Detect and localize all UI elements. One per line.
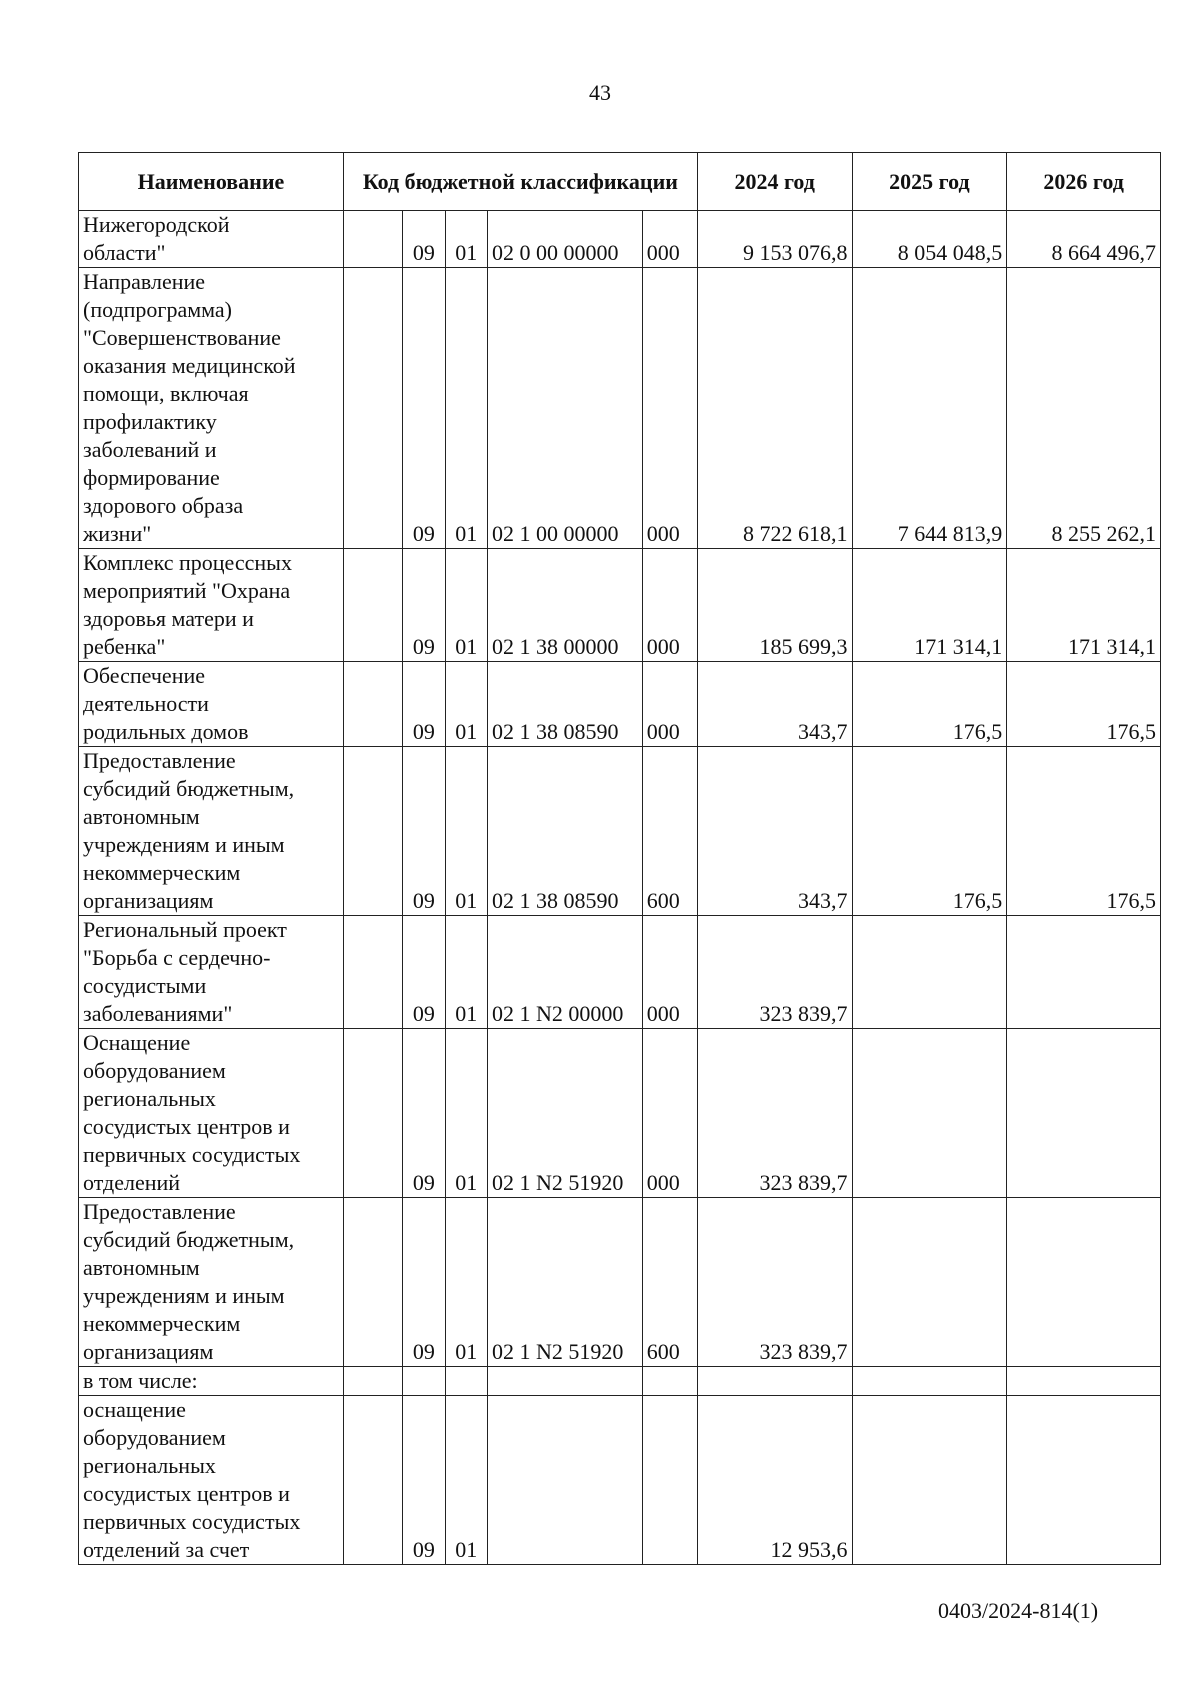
- row-name-line: Предоставление: [83, 1199, 236, 1224]
- value-2024: 323 839,7: [697, 916, 852, 1029]
- code-part-1: [343, 1367, 402, 1396]
- code-subsection: 01: [445, 549, 487, 662]
- row-name-line: деятельности: [83, 691, 209, 716]
- value-2026: 8 255 262,1: [1007, 268, 1161, 549]
- value-2024: 12 953,6: [697, 1396, 852, 1565]
- code-target-article: 02 1 38 00000: [487, 549, 642, 662]
- code-part-1: [343, 1198, 402, 1367]
- row-name-line: здоровья матери и: [83, 606, 254, 631]
- budget-table: [78, 152, 1161, 1565]
- value-2025: [852, 916, 1007, 1029]
- value-2024: 8 722 618,1: [697, 268, 852, 549]
- code-section: 09: [403, 1396, 445, 1565]
- row-name-line: (подпрограмма): [83, 297, 233, 322]
- row-name-line: Обеспечение: [83, 663, 205, 688]
- code-section: 09: [403, 1029, 445, 1198]
- value-2025: [852, 1396, 1007, 1565]
- code-target-article: [487, 1367, 642, 1396]
- header-2025: 2025 год: [852, 153, 1007, 211]
- code-subsection: 01: [445, 747, 487, 916]
- row-name-line: некоммерческим: [83, 860, 241, 885]
- value-2025: [852, 1367, 1007, 1396]
- row-name-line: "Совершенствование: [83, 325, 281, 350]
- row-name-line: заболеваний и: [83, 437, 217, 462]
- row-name-line: учреждениям и иным: [83, 1283, 285, 1308]
- row-name: [79, 1396, 344, 1565]
- code-subsection: 01: [445, 1029, 487, 1198]
- row-name: [79, 1198, 344, 1367]
- code-subsection: 01: [445, 1396, 487, 1565]
- row-name-line: заболеваниями": [83, 1001, 233, 1026]
- row-name-line: "Борьба с сердечно-: [83, 945, 271, 970]
- value-2026: 176,5: [1007, 747, 1161, 916]
- code-part-1: [343, 662, 402, 747]
- code-part-1: [343, 747, 402, 916]
- row-name-line: оснащение: [83, 1397, 186, 1422]
- table-row: [79, 268, 1161, 549]
- code-target-article: 02 1 38 08590: [487, 662, 642, 747]
- value-2024: [697, 1367, 852, 1396]
- row-name-line: организациям: [83, 1339, 214, 1364]
- row-name: [79, 1367, 344, 1396]
- row-name-line: некоммерческим: [83, 1311, 241, 1336]
- value-2025: 171 314,1: [852, 549, 1007, 662]
- code-part-1: [343, 549, 402, 662]
- row-name-line: первичных сосудистых: [83, 1142, 301, 1167]
- value-2025: 8 054 048,5: [852, 211, 1007, 268]
- row-name-line: отделений: [83, 1170, 181, 1195]
- code-section: 09: [403, 747, 445, 916]
- value-2024: 323 839,7: [697, 1029, 852, 1198]
- value-2024: 343,7: [697, 662, 852, 747]
- code-target-article: 02 1 N2 00000: [487, 916, 642, 1029]
- value-2026: 171 314,1: [1007, 549, 1161, 662]
- code-part-1: [343, 211, 402, 268]
- value-2026: 176,5: [1007, 662, 1161, 747]
- row-name-line: сосудистых центров и: [83, 1114, 290, 1139]
- code-expense-type: [642, 1396, 697, 1565]
- code-expense-type: 000: [642, 1029, 697, 1198]
- row-name-line: субсидий бюджетным,: [83, 776, 295, 801]
- row-name-line: оборудованием: [83, 1425, 226, 1450]
- header-code: Код бюджетной классификации: [343, 153, 697, 211]
- code-section: 09: [403, 268, 445, 549]
- code-subsection: 01: [445, 1198, 487, 1367]
- code-expense-type: 000: [642, 211, 697, 268]
- code-expense-type: 600: [642, 747, 697, 916]
- row-name-line: жизни": [83, 521, 152, 546]
- document-number: 0403/2024-814(1): [938, 1598, 1099, 1623]
- row-name-line: отделений за счет: [83, 1537, 250, 1562]
- table-row: [79, 662, 1161, 747]
- row-name-line: оказания медицинской: [83, 353, 296, 378]
- code-subsection: 01: [445, 211, 487, 268]
- row-name-line: родильных домов: [83, 719, 249, 744]
- code-section: 09: [403, 211, 445, 268]
- code-section: 09: [403, 549, 445, 662]
- table-row: [79, 1198, 1161, 1367]
- table-row: [79, 1367, 1161, 1396]
- header-2026: 2026 год: [1007, 153, 1161, 211]
- code-part-1: [343, 916, 402, 1029]
- row-name-line: формирование: [83, 465, 220, 490]
- code-expense-type: 000: [642, 916, 697, 1029]
- row-name-line: региональных: [83, 1086, 216, 1111]
- table-row: [79, 549, 1161, 662]
- row-name-line: здорового образа: [83, 493, 244, 518]
- value-2025: 7 644 813,9: [852, 268, 1007, 549]
- row-name: [79, 549, 344, 662]
- row-name-line: в том числе:: [83, 1368, 198, 1393]
- value-2026: [1007, 916, 1161, 1029]
- code-target-article: 02 0 00 00000: [487, 211, 642, 268]
- code-expense-type: 600: [642, 1198, 697, 1367]
- row-name-line: области": [83, 240, 166, 265]
- row-name-line: мероприятий "Охрана: [83, 578, 291, 603]
- code-target-article: 02 1 38 08590: [487, 747, 642, 916]
- row-name-line: помощи, включая: [83, 381, 249, 406]
- code-part-1: [343, 268, 402, 549]
- table-row: [79, 1029, 1161, 1198]
- value-2025: [852, 1029, 1007, 1198]
- row-name-line: Оснащение: [83, 1030, 191, 1055]
- code-section: [403, 1367, 445, 1396]
- code-section: 09: [403, 662, 445, 747]
- row-name-line: автономным: [83, 804, 200, 829]
- row-name-line: сосудистыми: [83, 973, 207, 998]
- value-2024: 343,7: [697, 747, 852, 916]
- code-expense-type: 000: [642, 268, 697, 549]
- value-2025: 176,5: [852, 662, 1007, 747]
- value-2026: [1007, 1029, 1161, 1198]
- row-name-line: учреждениям и иным: [83, 832, 285, 857]
- table-row: [79, 916, 1161, 1029]
- code-target-article: 02 1 N2 51920: [487, 1029, 642, 1198]
- row-name-line: организациям: [83, 888, 214, 913]
- code-subsection: [445, 1367, 487, 1396]
- code-subsection: 01: [445, 662, 487, 747]
- row-name: [79, 747, 344, 916]
- code-subsection: 01: [445, 268, 487, 549]
- header-name: Наименование: [79, 153, 344, 211]
- value-2024: 185 699,3: [697, 549, 852, 662]
- row-name-line: Нижегородской: [83, 212, 230, 237]
- row-name: [79, 916, 344, 1029]
- row-name-line: Предоставление: [83, 748, 236, 773]
- code-target-article: [487, 1396, 642, 1565]
- code-expense-type: 000: [642, 549, 697, 662]
- code-expense-type: [642, 1367, 697, 1396]
- row-name-line: сосудистых центров и: [83, 1481, 290, 1506]
- value-2026: [1007, 1198, 1161, 1367]
- page-number: 43: [589, 80, 611, 105]
- code-target-article: 02 1 00 00000: [487, 268, 642, 549]
- code-subsection: 01: [445, 916, 487, 1029]
- row-name-line: первичных сосудистых: [83, 1509, 301, 1534]
- row-name: [79, 662, 344, 747]
- value-2025: [852, 1198, 1007, 1367]
- code-part-1: [343, 1396, 402, 1565]
- row-name-line: ребенка": [83, 634, 166, 659]
- header-2024: 2024 год: [697, 153, 852, 211]
- table-header-row: [79, 153, 1161, 211]
- table-row: [79, 211, 1161, 268]
- value-2024: 9 153 076,8: [697, 211, 852, 268]
- row-name-line: субсидий бюджетным,: [83, 1227, 295, 1252]
- row-name-line: Комплекс процессных: [83, 550, 292, 575]
- row-name-line: профилактику: [83, 409, 217, 434]
- value-2024: 323 839,7: [697, 1198, 852, 1367]
- row-name-line: Направление: [83, 269, 206, 294]
- value-2026: [1007, 1396, 1161, 1565]
- value-2026: 8 664 496,7: [1007, 211, 1161, 268]
- row-name: [79, 268, 344, 549]
- code-expense-type: 000: [642, 662, 697, 747]
- row-name: [79, 211, 344, 268]
- code-target-article: 02 1 N2 51920: [487, 1198, 642, 1367]
- code-part-1: [343, 1029, 402, 1198]
- row-name-line: оборудованием: [83, 1058, 226, 1083]
- table-body: [79, 211, 1161, 1565]
- row-name-line: региональных: [83, 1453, 216, 1478]
- table-row: [79, 1396, 1161, 1565]
- code-section: 09: [403, 1198, 445, 1367]
- code-section: 09: [403, 916, 445, 1029]
- value-2025: 176,5: [852, 747, 1007, 916]
- row-name-line: автономным: [83, 1255, 200, 1280]
- row-name: [79, 1029, 344, 1198]
- row-name-line: Региональный проект: [83, 917, 287, 942]
- table-row: [79, 747, 1161, 916]
- value-2026: [1007, 1367, 1161, 1396]
